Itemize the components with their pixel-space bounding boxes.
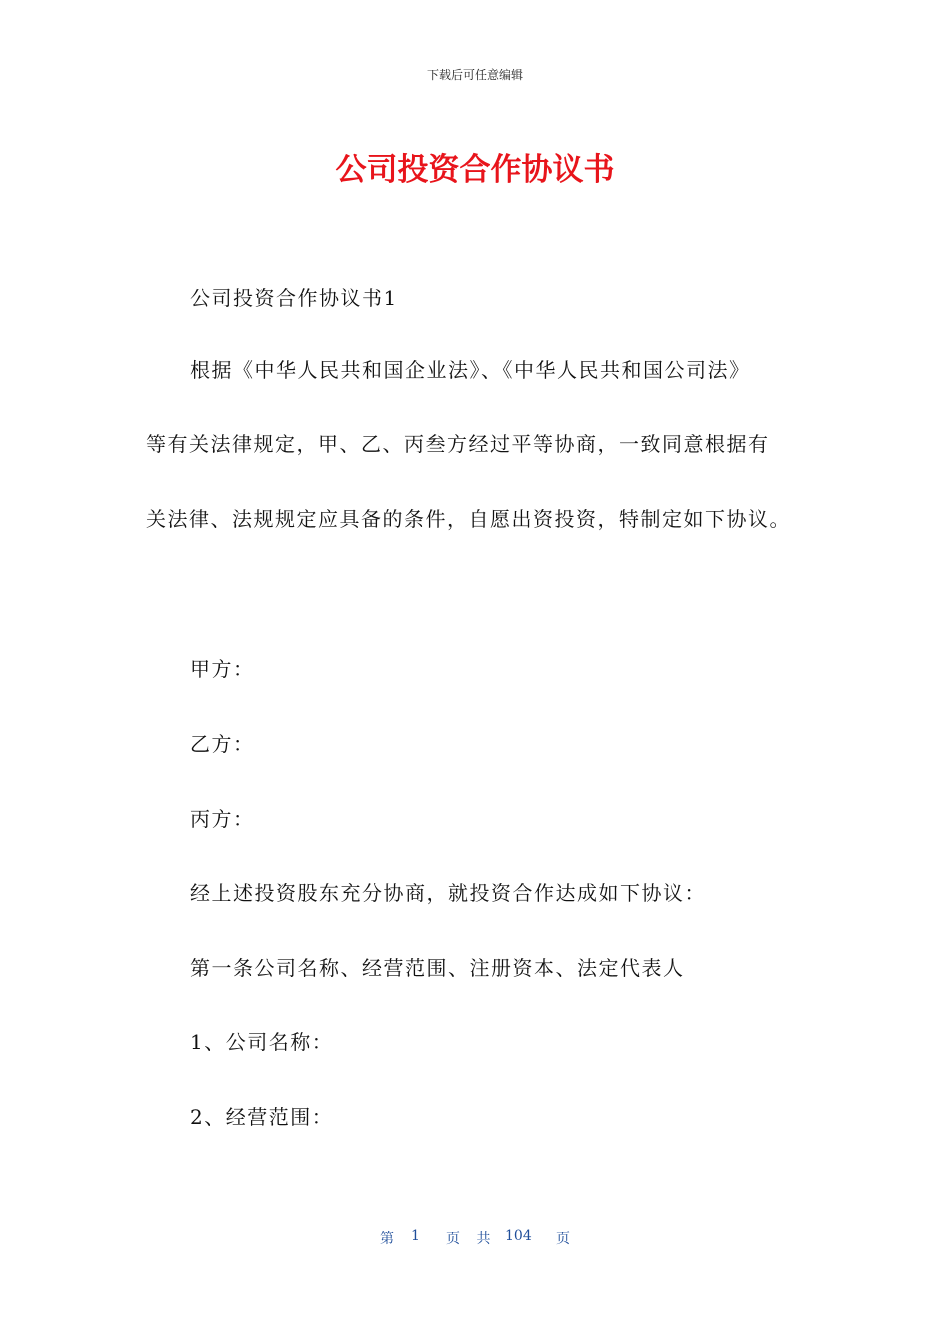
footer-middle: 页 共: [446, 1231, 497, 1247]
footer-total-pages: 104: [505, 1228, 532, 1244]
paragraph-line: 关法律、法规规定应具备的条件，自愿出资投资，特制定如下协议。: [146, 507, 791, 531]
article-heading: 第一条公司名称、经营范围、注册资本、法定代表人: [190, 956, 685, 980]
list-item: 2、经营范围：: [190, 1105, 334, 1129]
party-b-label: 乙方：: [190, 732, 255, 756]
document-title: 公司投资合作协议书: [335, 152, 615, 188]
paragraph-line: 经上述投资股东充分协商，就投资合作达成如下协议：: [190, 881, 706, 905]
party-a-label: 甲方：: [190, 657, 255, 681]
paragraph-line: 根据《中华人民共和国企业法》、《中华人民共和国公司法》: [190, 358, 751, 382]
footer-page-number: 1: [411, 1228, 420, 1244]
footer-prefix: 第: [380, 1231, 394, 1247]
footer-suffix: 页: [556, 1231, 570, 1247]
paragraph-line: 等有关法律规定，甲、乙、丙叁方经过平等协商，一致同意根据有: [146, 432, 770, 456]
section-heading: 公司投资合作协议书1: [190, 286, 398, 310]
list-item: 1、公司名称：: [190, 1030, 334, 1054]
party-c-label: 丙方：: [190, 807, 255, 831]
page-footer: [0, 1228, 950, 1252]
header-note: 下载后可任意编辑: [426, 68, 523, 82]
